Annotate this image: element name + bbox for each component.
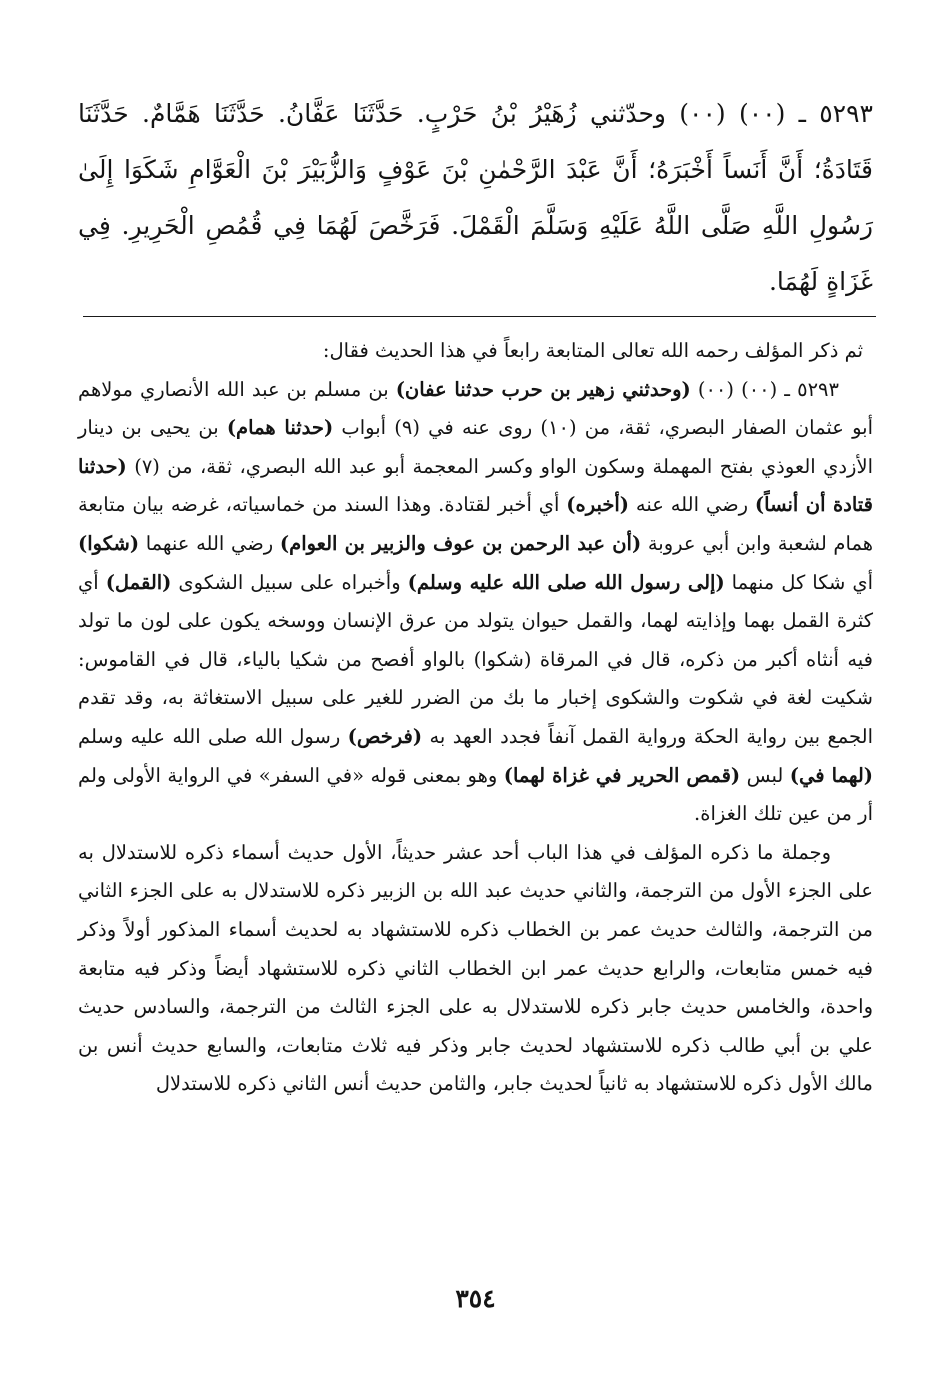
commentary	[78, 332, 873, 1104]
text-run: رضي الله عنه	[629, 493, 755, 517]
bold-quote: (لهما في)	[789, 763, 873, 787]
bold-quote: (أخبره)	[566, 493, 630, 517]
bold-quote: (وحدثني زهير بن حرب حدثنا عفان)	[395, 377, 691, 401]
text-run: رسول الله صلى الله عليه وسلم	[78, 724, 348, 748]
text-run: أي شكا كل منهما	[724, 570, 873, 594]
text-run: أي أخبر لقتادة. وهذا السند من خماسياته، غرضه بيان متابعة همام لشعبة وابن أبي عروبة	[78, 493, 873, 555]
text-run: بن مسلم بن عبد الله الأنصاري مولاهم أبو عثمان الصفار البصري، ثقة، من (١٠) روى عنه في (٩) أبواب	[78, 377, 874, 440]
bold-quote: (القمل)	[105, 570, 172, 594]
text-run: لبس	[740, 763, 790, 787]
text-run: وأخبراه على سبيل الشكوى	[171, 570, 408, 594]
bold-quote: (أن عبد الرحمن بن عوف والزبير بن العوام)	[279, 531, 642, 555]
commentary-paragraph-2: وجملة ما ذكره المؤلف في هذا الباب أحد عشر حديثاً، الأول حديث أسماء ذكره للاستدلال به على الجزء الأول من الترجمة، والثاني حديث عبد الله بن الزبير ذكره للاستدلال به على الجزء الثاني من الترجمة، والثالث حديث عمر بن الخطاب ذكره للاستشهاد به لحديث أسماء المذكور أولاً وذكر فيه خمس متابعات، والرابع حديث عمر ابن الخطاب الثاني ذكره للاستشهاد أيضاً وذكر فيه متابعة واحدة، والخامس حديث جابر ذكره للاستدلال به على الجزء الثالث من الترجمة، والسادس حديث علي بن أبي طالب ذكره للاستشهاد لحديث جابر وذكر فيه ثلاث متابعات، والسابع حديث أنس بن مالك الأول ذكره للاستشهاد به ثانياً لحديث جابر، والثامن حديث أنس الثاني ذكره للاستدلال	[78, 840, 873, 1096]
text-run: وهو بمعنى قوله «في السفر» في الرواية الأولى ولم أر من عين تلك الغزاة.	[78, 763, 873, 826]
commentary-intro: ثم ذكر المؤلف رحمه الله تعالى المتابعة رابعاً في هذا الحديث فقال:	[322, 339, 863, 362]
text-run: أي كثرة القمل بهما وإذايته لهما، والقمل حيوان يتولد من عرق الإنسان ووسخه يكون على لون ما تولد فيه أنثاه أكبر من ذكره، قال في المرقاة (شكوا) بالواو أفصح من شكيا بالياء، قال في القاموس: شكيت لغة في شكوت والشكوى إخبار ما بك من الضرر للغير على سبيل الاستغاثة به، وقد تقدم الجمع بين رواية الحكة ورواية القمل آنفاً فجدد العهد به	[78, 570, 873, 748]
bold-quote: (إلى رسول الله صلى الله عليه وسلم)	[407, 570, 725, 594]
commentary-paragraph-1	[78, 371, 873, 834]
hadith-text: ٥٢٩٣ ـ (٠٠) (٠٠) وحدّثني زُهَيْرُ بْنُ حَرْبٍ. حَدَّثَنَا عَفَّانُ. حَدَّثَنَا هَمَّامٌ. حَدَّثَنَا قَتَادَةُ؛ أَنَّ أَنَساً أَخْبَرَهُ؛ أَنَّ عَبْدَ الرَّحْمٰنِ بْنَ عَوْفٍ وَالزُّبَيْرَ بْنَ الْعَوَّامِ شَكَوَا إِلَىٰ رَسُولِ اللَّهِ صَلَّى اللَّهُ عَلَيْهِ وَسَلَّمَ الْقَمْلَ. فَرَخَّصَ لَهُمَا فِي قُمُصِ الْحَرِيرِ. فِي غَزَاةٍ لَهُمَا.	[78, 99, 873, 296]
bold-quote: (قمص الحرير في غزاة لهما)	[503, 763, 741, 787]
text-run: رضي الله عنهما	[139, 531, 280, 555]
text-run: ٥٢٩٣ ـ (٠٠) (٠٠)	[690, 377, 839, 401]
text-run: بن يحيى بن دينار الأزدي العوذي بفتح المهملة وسكون الواو وكسر المعجمة أبو عبد الله البصري، ثقة، من (٧)	[78, 416, 874, 478]
page-number: ٣٥٤	[455, 1284, 496, 1313]
bold-quote: (حدثنا قتادة أن أنساً)	[78, 454, 873, 517]
bold-quote: (شكوا)	[78, 531, 140, 555]
footnote-divider	[83, 316, 876, 317]
bold-quote: (حدثنا همام)	[226, 416, 334, 440]
bold-quote: (فرخص)	[347, 724, 423, 748]
